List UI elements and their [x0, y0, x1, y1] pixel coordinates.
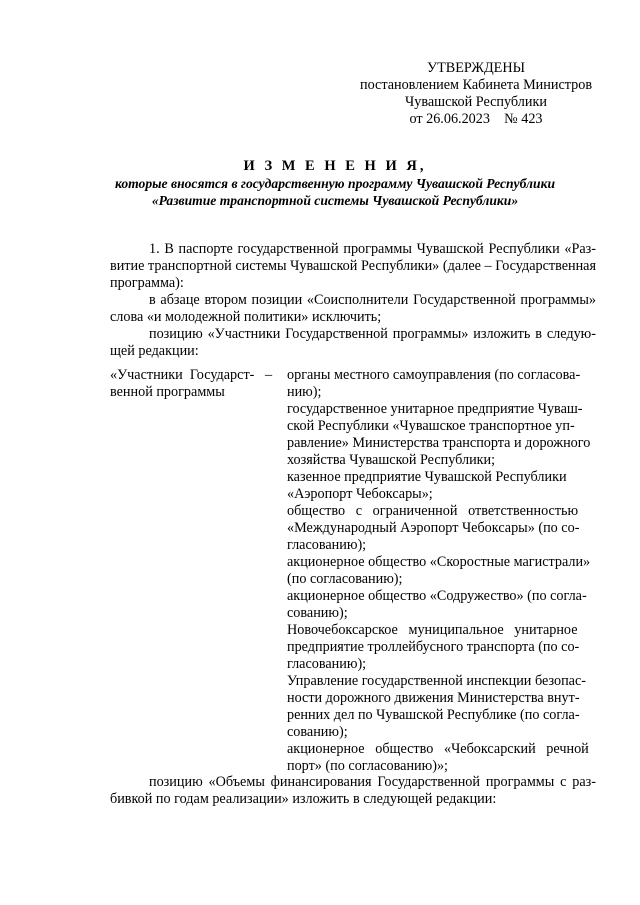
title-line-2: «Развитие транспортной системы Чувашской Республики» [151, 193, 519, 208]
participants-label-line-2: венной программы [110, 384, 225, 400]
title-heading: И З М Е Н Е Н И Я, [243, 158, 427, 174]
participants-line: равление» Министерства транспорта и дорожного [287, 435, 591, 451]
participants-list-cell [287, 367, 596, 775]
paragraph-4-line-1: позицию «Объемы финансирования Государственной программы с раз- [149, 774, 596, 790]
paragraph-1-line-1: 1. В паспорте государственной программы Чувашской Республики «Раз- [149, 241, 596, 257]
participants-line: (по согласованию); [287, 571, 403, 587]
paragraph-3-line-1: позицию «Участники Государственной программы» изложить в следую- [149, 326, 596, 342]
participants-line: гласованию); [287, 656, 367, 672]
paragraph-2-line-1: в абзаце втором позиции «Соисполнители Государственной программы» [149, 292, 596, 308]
participants-line: сованию); [287, 605, 348, 621]
approval-title: УТВЕРЖДЕНЫ [427, 60, 525, 76]
participants-line: гласованию); [287, 537, 367, 553]
participants-line: ности дорожного движения Министерства внут- [287, 690, 580, 706]
paragraph-1-line-3: программа): [110, 275, 184, 291]
participants-line: общество с ограниченной ответственностью [287, 503, 579, 519]
paragraph-4-line-2: бивкой по годам реализации» изложить в следующей редакции: [110, 791, 497, 807]
participants-line: Управление государственной инспекции безопас- [287, 673, 586, 689]
approval-stamp [346, 60, 606, 128]
paragraph-1-line-2: витие транспортной системы Чувашской Республики» (далее – Государственная [110, 258, 596, 274]
paragraph-4 [110, 774, 596, 808]
participants-line: ской Республики «Чувашское транспортное уп- [287, 418, 575, 434]
participants-line: органы местного самоуправления (по согласова- [287, 367, 581, 383]
paragraph-1 [110, 241, 596, 292]
paragraph-2 [110, 292, 596, 326]
participants-line: хозяйства Чувашской Республики; [287, 452, 496, 468]
participants-line: «Аэропорт Чебоксары»; [287, 486, 433, 502]
participants-line: государственное унитарное предприятие Чуваш- [287, 401, 583, 417]
participants-line: «Международный Аэропорт Чебоксары» (по со- [287, 520, 580, 536]
participants-line: Новочебоксарское муниципальное унитарное [287, 622, 578, 638]
participants-label-cell [110, 367, 280, 401]
paragraph-2-line-2: слова «и молодежной политики» исключить; [110, 309, 382, 325]
approval-date-number: от 26.06.2023 № 423 [409, 111, 543, 127]
paragraph-3 [110, 326, 596, 360]
approval-republic: Чувашской Республики [405, 94, 547, 110]
document-title [70, 158, 600, 209]
paragraph-3-line-2: щей редакции: [110, 343, 199, 359]
participants-line: нию); [287, 384, 322, 400]
participants-line: порт» (по согласованию)»; [287, 758, 449, 774]
participants-line: казенное предприятие Чувашской Республики [287, 469, 567, 485]
approval-resolution: постановлением Кабинета Министров [359, 77, 593, 93]
participants-line: акционерное общество «Скоростные магистрали» [287, 554, 591, 570]
participants-line: акционерное общество «Чебоксарский речной [287, 741, 589, 757]
title-line-1: которые вносятся в государственную программу Чувашской Республики [114, 176, 556, 191]
participants-line: ренних дел по Чувашской Республике (по согла- [287, 707, 580, 723]
participants-line: предприятие троллейбусного транспорта (по со- [287, 639, 580, 655]
participants-line: акционерное общество «Содружество» (по согла- [287, 588, 587, 604]
participants-label-line-1: «Участники Государст- – [110, 367, 273, 383]
participants-line: сованию); [287, 724, 348, 740]
